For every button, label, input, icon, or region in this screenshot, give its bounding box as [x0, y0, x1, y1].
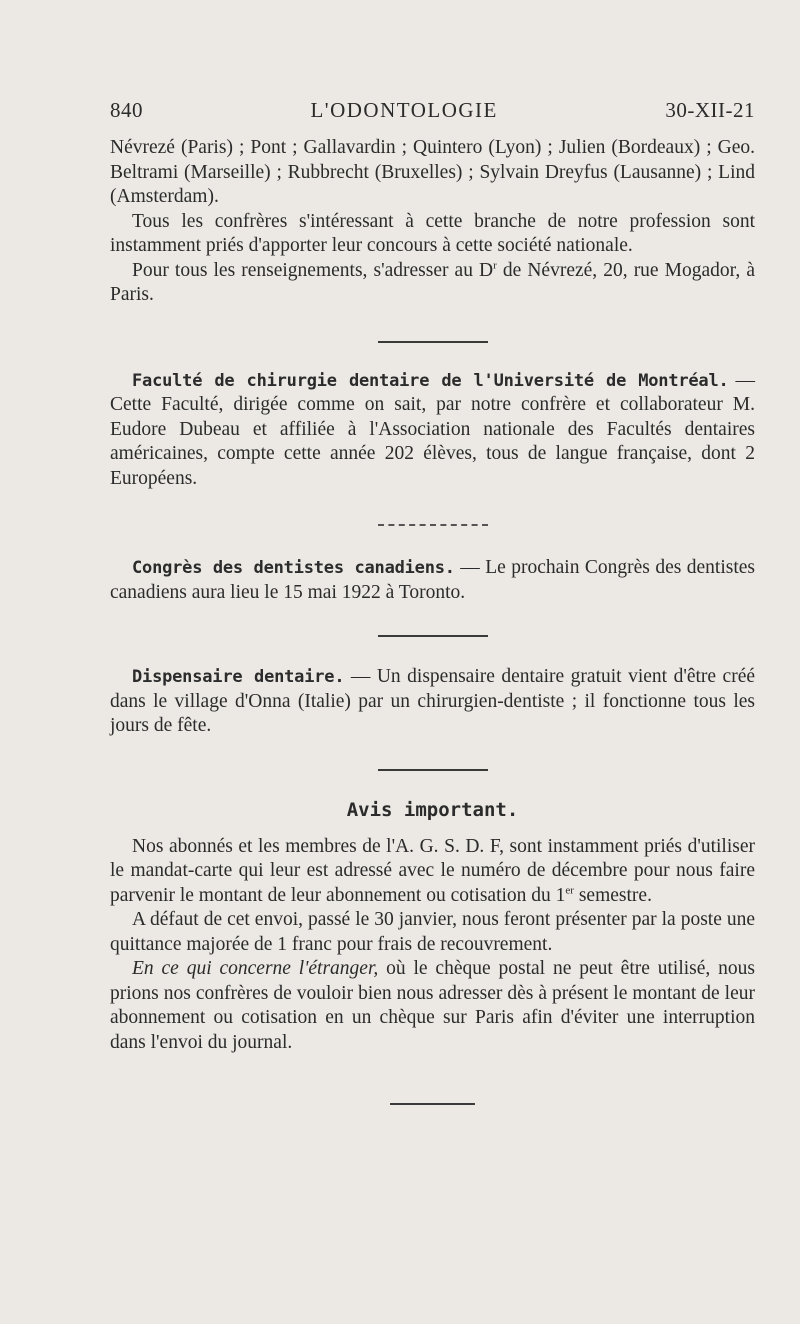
- semester-superscript: er: [565, 884, 574, 896]
- dispensaire-article-title: Dispensaire dentaire.: [132, 667, 345, 687]
- avis-paragraph-1: [110, 835, 755, 909]
- running-header: [110, 98, 755, 123]
- continuation-paragraph-2: Tous les confrères s'intéressant à cette branche de notre profession sont instamment priés d'apporter leur concours à cette société nationale.: [110, 210, 755, 256]
- avis-paragraph-2: A défaut de cet envoi, passé le 30 janvier, nous feront présenter par la poste une quittance majorée de 1 franc pour frais de recouvrement.: [110, 909, 755, 955]
- journal-title: L'ODONTOLOGIE: [310, 98, 498, 122]
- continuation-paragraph: Névrezé (Paris) ; Pont ; Gallavardin ; Quintero (Lyon) ; Julien (Bordeaux) ; Geo. Beltrami (Marseille) ; Rubbrecht (Bruxelles) ; Sylvain Dreyfus (Lausanne) ; Lind (Amsterdam).: [110, 137, 755, 207]
- avis-paragraph-3: [110, 957, 755, 1055]
- contact-text-b: de Névrezé, 20, rue Mogador, à Paris.: [110, 259, 755, 305]
- avis-emphasis: En ce qui concerne l'étranger,: [132, 958, 379, 979]
- issue-date: 30-XII-21: [665, 98, 755, 122]
- montreal-article: [110, 369, 755, 492]
- congres-article-text: — Le prochain Congrès des dentistes canadiens aura lieu le 15 mai 1922 à Toronto.: [110, 557, 755, 603]
- avis-text-b: semestre.: [573, 884, 652, 906]
- montreal-article-text: — Cette Faculté, dirigée comme on sait, par notre confrère et collaborateur M. Eudore Dubeau et affiliée à l'Association nationale des Facultés dentaires américaines, compte cette année 202 élèves, tous de langue française, dont 2 Européens.: [110, 369, 755, 489]
- avis-text-a: Nos abonnés et les membres de l'A. G. S. D. F, sont instamment priés d'utiliser le mandat-carte qui leur est adressé avec le numéro de décembre pour nous faire parvenir le montant de leur abonnement ou cotisation du 1: [110, 835, 755, 906]
- page-body: [110, 136, 755, 1105]
- doctor-superscript: r: [493, 259, 497, 271]
- end-divider: [390, 1103, 475, 1105]
- avis-heading: Avis important.: [346, 798, 519, 821]
- dispensaire-article: [110, 665, 755, 739]
- contact-paragraph: [110, 259, 755, 308]
- avis-text-c: où le chèque postal ne peut être utilisé, nous prions nos confrères de vouloir bien nous adresser dès à présent le montant de leur abonnement ou cotisation en un chèque sur Paris afin d'éviter une interruption dans l'envoi du journal.: [110, 958, 755, 1053]
- congres-article-title: Congrès des dentistes canadiens.: [132, 558, 455, 578]
- congres-article: [110, 556, 755, 605]
- page-number: 840: [110, 98, 143, 122]
- contact-text-a: Pour tous les renseignements, s'adresser au D: [132, 259, 494, 281]
- dispensaire-article-text: — Un dispensaire dentaire gratuit vient d'être créé dans le village d'Onna (Italie) par un chirurgien-dentiste ; il fonctionne tous les jours de fête.: [110, 666, 756, 736]
- montreal-article-title: Faculté de chirurgie dentaire de l'Université de Montréal.: [132, 370, 729, 391]
